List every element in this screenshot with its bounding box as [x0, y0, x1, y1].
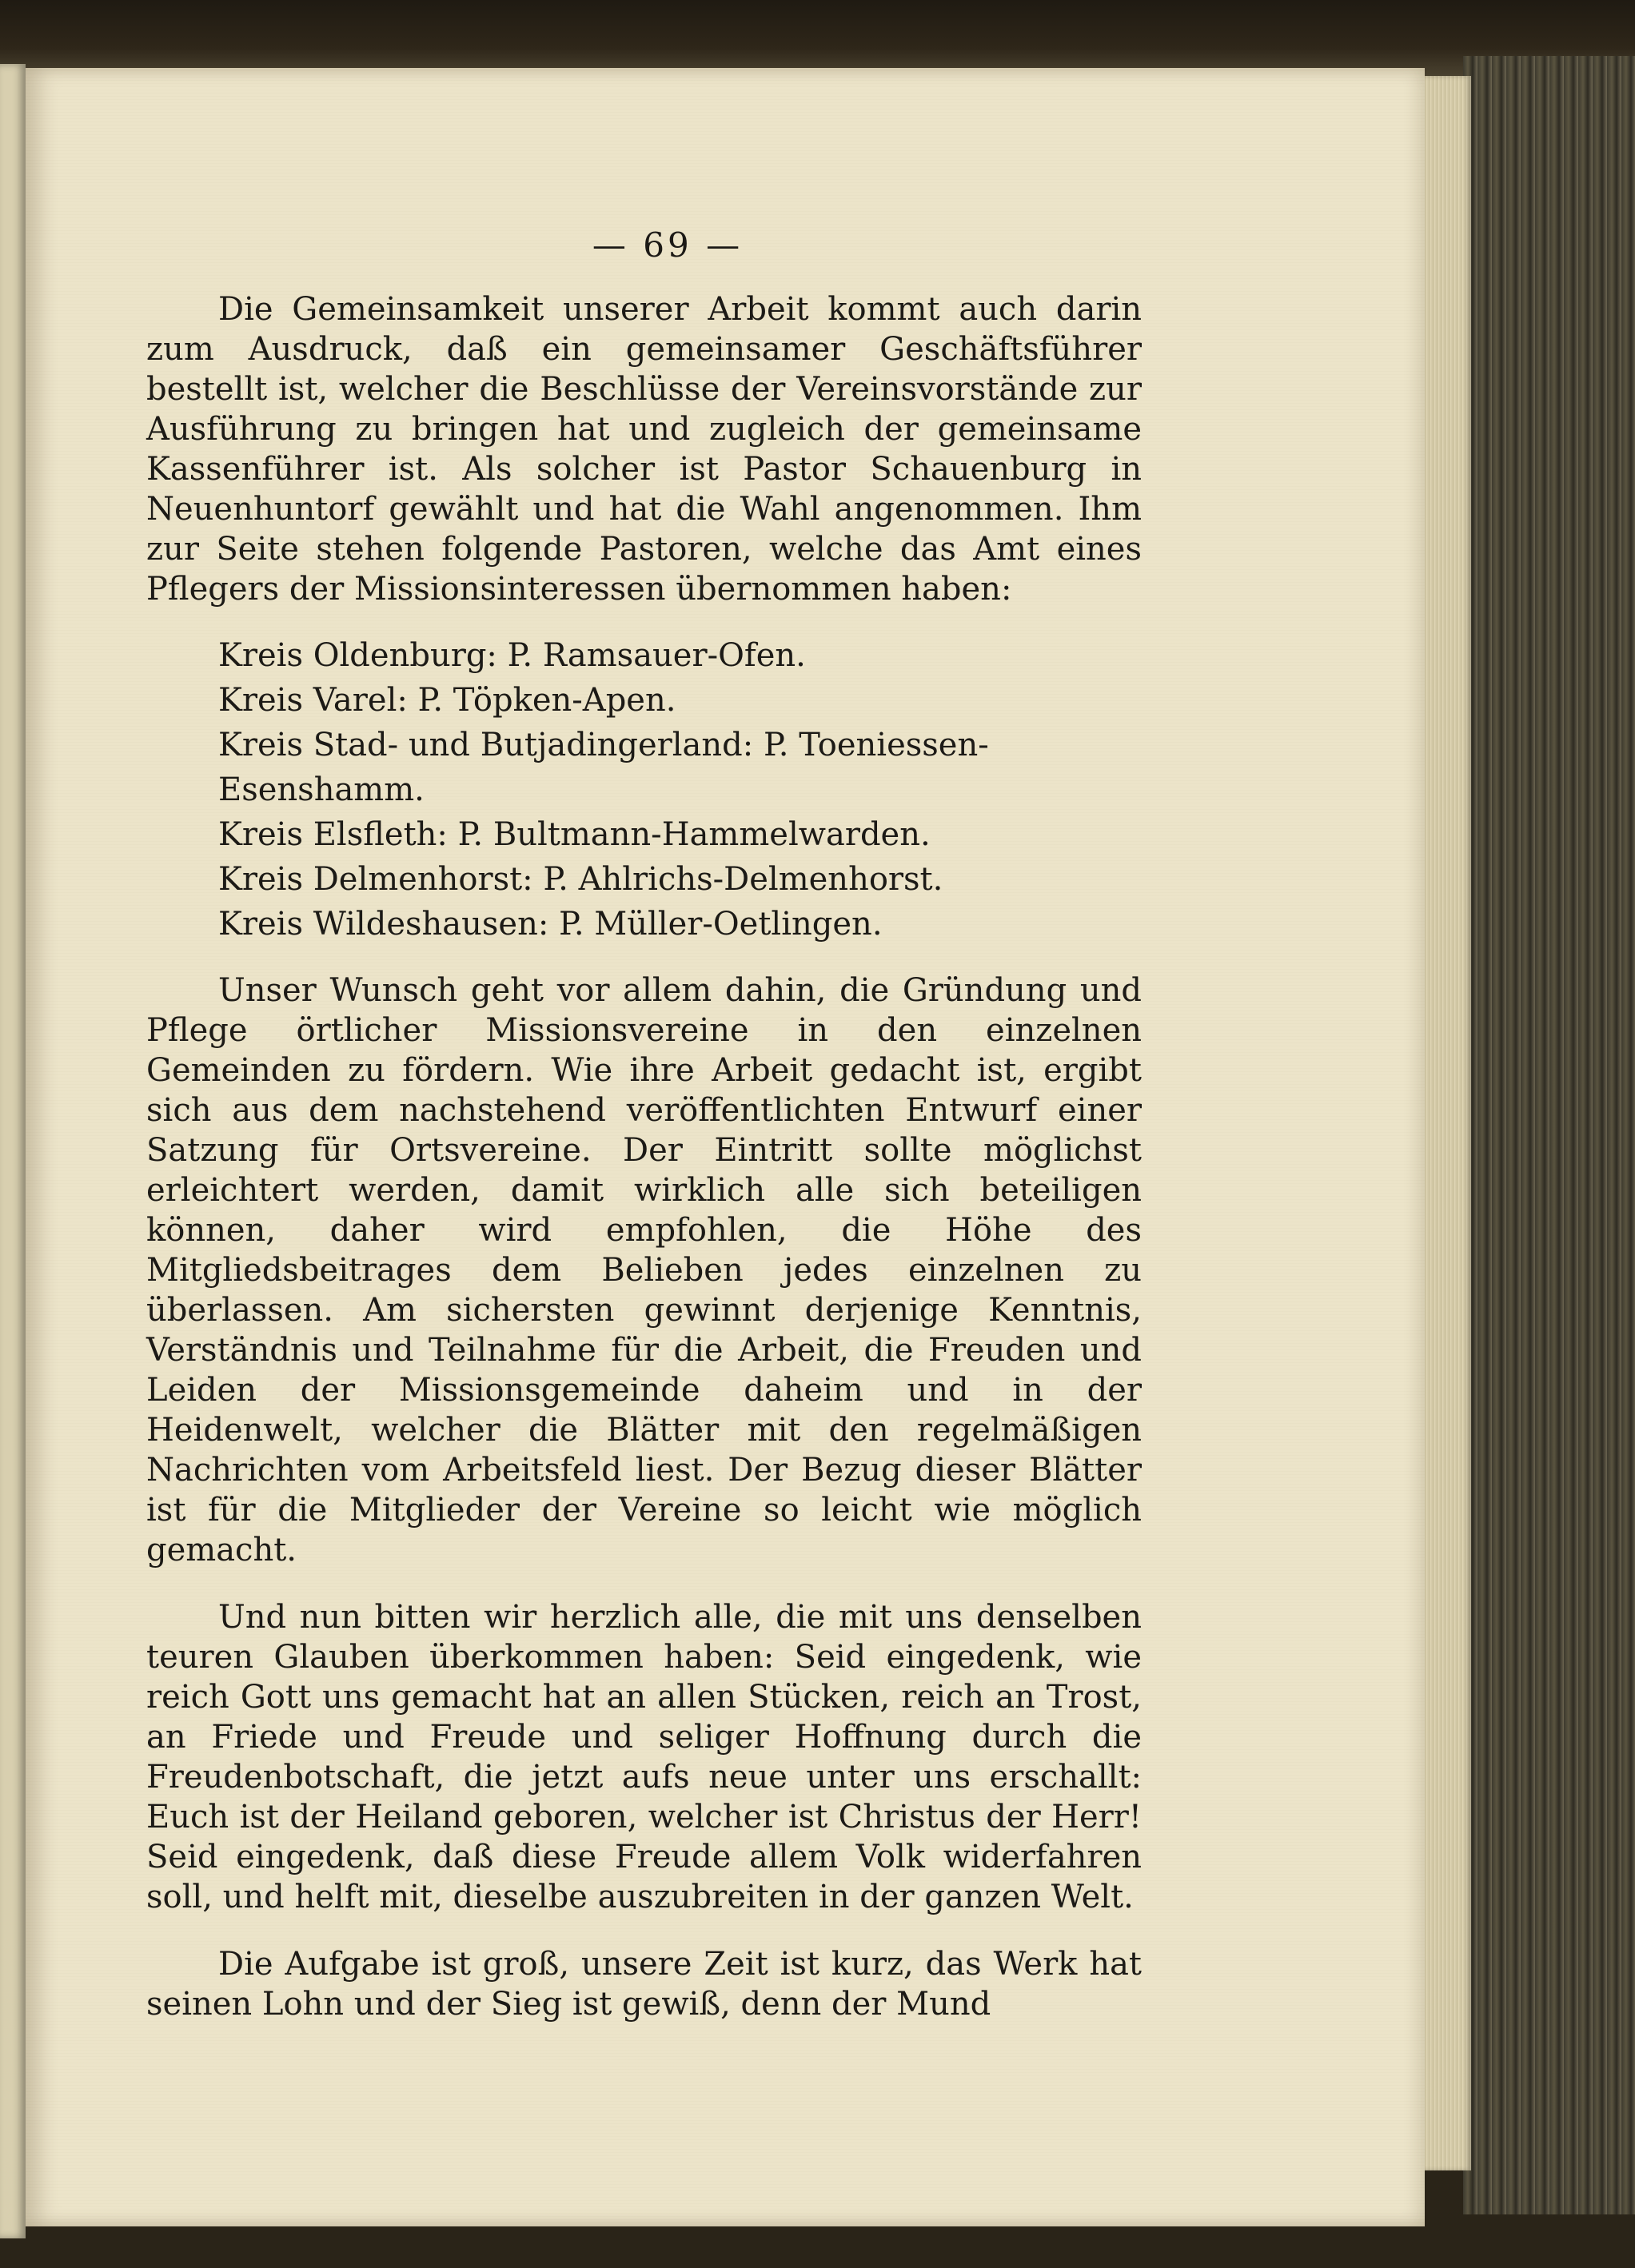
book-cover-edge: [1463, 56, 1635, 2214]
paragraph-4: Die Aufgabe ist groß, unsere Zeit ist kurz, das Werk hat seinen Lohn und der Sieg ist gewiß, denn der Mund: [146, 1946, 1142, 2023]
district-item: Kreis Stad- und Butjadingerland: P. Toeniessen-Esenshamm.: [218, 727, 989, 808]
paragraph-3: Und nun bitten wir herzlich alle, die mit uns denselben teuren Glauben überkommen haben: Seid eingedenk, wie reich Gott uns gemacht hat an allen Stücken, reich an Trost, an Friede und Freude und seliger Hoffnung durch die Freudenbotschaft, die jetzt aufs neue unter uns erschallt: Euch ist der Heiland geboren, welcher ist Christus der Herr! Seid eingedenk, daß diese Freude allem Volk widerfahren soll, und helft mit, dieselbe auszubreiten in der ganzen Welt.: [146, 1599, 1142, 1915]
district-item: Kreis Delmenhorst: P. Ahlrichs-Delmenhorst.: [218, 861, 943, 898]
district-item: Kreis Wildeshausen: P. Müller-Oetlingen.: [218, 906, 883, 943]
district-item: Kreis Oldenburg: P. Ramsauer-Ofen.: [218, 637, 806, 674]
page-number: — 69 —: [592, 225, 744, 265]
district-item: Kreis Elsfleth: P. Bultmann-Hammelwarden.: [218, 816, 931, 853]
district-item: Kreis Varel: P. Töpken-Apen.: [218, 682, 676, 719]
paragraph-1: Die Gemeinsamkeit unserer Arbeit kommt auch darin zum Ausdruck, daß ein gemeinsamer Geschäftsführer bestellt ist, welcher die Beschlüsse der Vereinsvorstände zur Ausführung zu bringen hat und zugleich der gemeinsame Kassenführer ist. Als solcher ist Pastor Schauenburg in Neuenhuntorf gewählt und hat die Wahl angenommen. Ihm zur Seite stehen folgende Pastoren, welche das Amt eines Pflegers der Missionsinteressen übernommen haben:: [146, 291, 1142, 608]
district-list: [146, 633, 1142, 947]
page-text: [146, 289, 1142, 2024]
facing-page-edge: [0, 64, 26, 2238]
paragraph-2: Unser Wunsch geht vor allem dahin, die Gründung und Pflege örtlicher Missionsvereine in den einzelnen Gemeinden zu fördern. Wie ihre Arbeit gedacht ist, ergibt sich aus dem nachstehend veröffentlichten Entwurf einer Satzung für Ortsvereine. Der Eintritt sollte möglichst erleichtert werden, damit wirklich alle sich beteiligen können, daher wird empfohlen, die Höhe des Mitgliedsbeitrages dem Belieben jedes einzelnen zu überlassen. Am sichersten gewinnt derjenige Kenntnis, Verständnis und Teilnahme für die Arbeit, die Freuden und Leiden der Missionsgemeinde daheim und in der Heidenwelt, welcher die Blätter mit den regelmäßigen Nachrichten vom Arbeitsfeld liest. Der Bezug dieser Blätter ist für die Mitglieder der Vereine so leicht wie möglich gemacht.: [146, 972, 1142, 1568]
book-top-edge: [0, 0, 1635, 76]
